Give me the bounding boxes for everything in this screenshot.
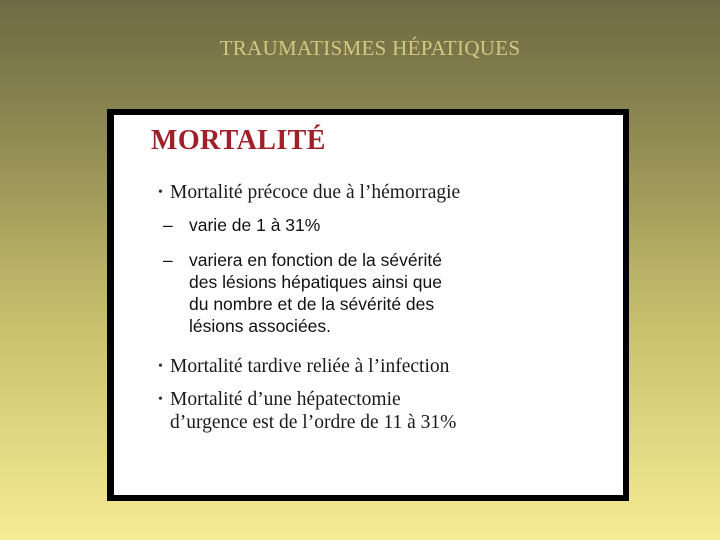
bullet-text: Mortalité tardive reliée à l’infection	[170, 356, 450, 377]
sub-item	[163, 214, 321, 236]
bullet-item	[158, 355, 450, 378]
bullet-item	[158, 181, 461, 204]
bullet-dot-icon: •	[158, 359, 163, 374]
sub-item-line: du nombre et de la sévérité des	[189, 294, 435, 314]
image-frame	[107, 109, 629, 501]
sub-item-line: varie de 1 à 31%	[189, 215, 321, 235]
bullet-dot-icon: •	[158, 185, 163, 200]
panel-heading: MORTALITÉ	[151, 125, 326, 156]
dash-icon: –	[163, 215, 173, 235]
sub-item-line: des lésions hépatiques ainsi que	[189, 272, 442, 292]
sub-item	[163, 249, 442, 337]
dash-icon: –	[163, 250, 173, 270]
bullet-text: d’urgence est de l’ordre de 11 à 31%	[170, 412, 457, 433]
bullet-item	[158, 388, 457, 434]
sub-item-line: lésions associées.	[189, 316, 332, 336]
bullet-dot-icon: •	[158, 392, 163, 407]
image-panel	[114, 115, 623, 495]
bullet-text: Mortalité d’une hépatectomie	[170, 389, 401, 410]
sub-item-line: variera en fonction de la sévérité	[189, 250, 442, 270]
slide-title: TRAUMATISMES HÉPATIQUES	[219, 36, 521, 60]
bullet-text: Mortalité précoce due à l’hémorragie	[170, 182, 461, 203]
